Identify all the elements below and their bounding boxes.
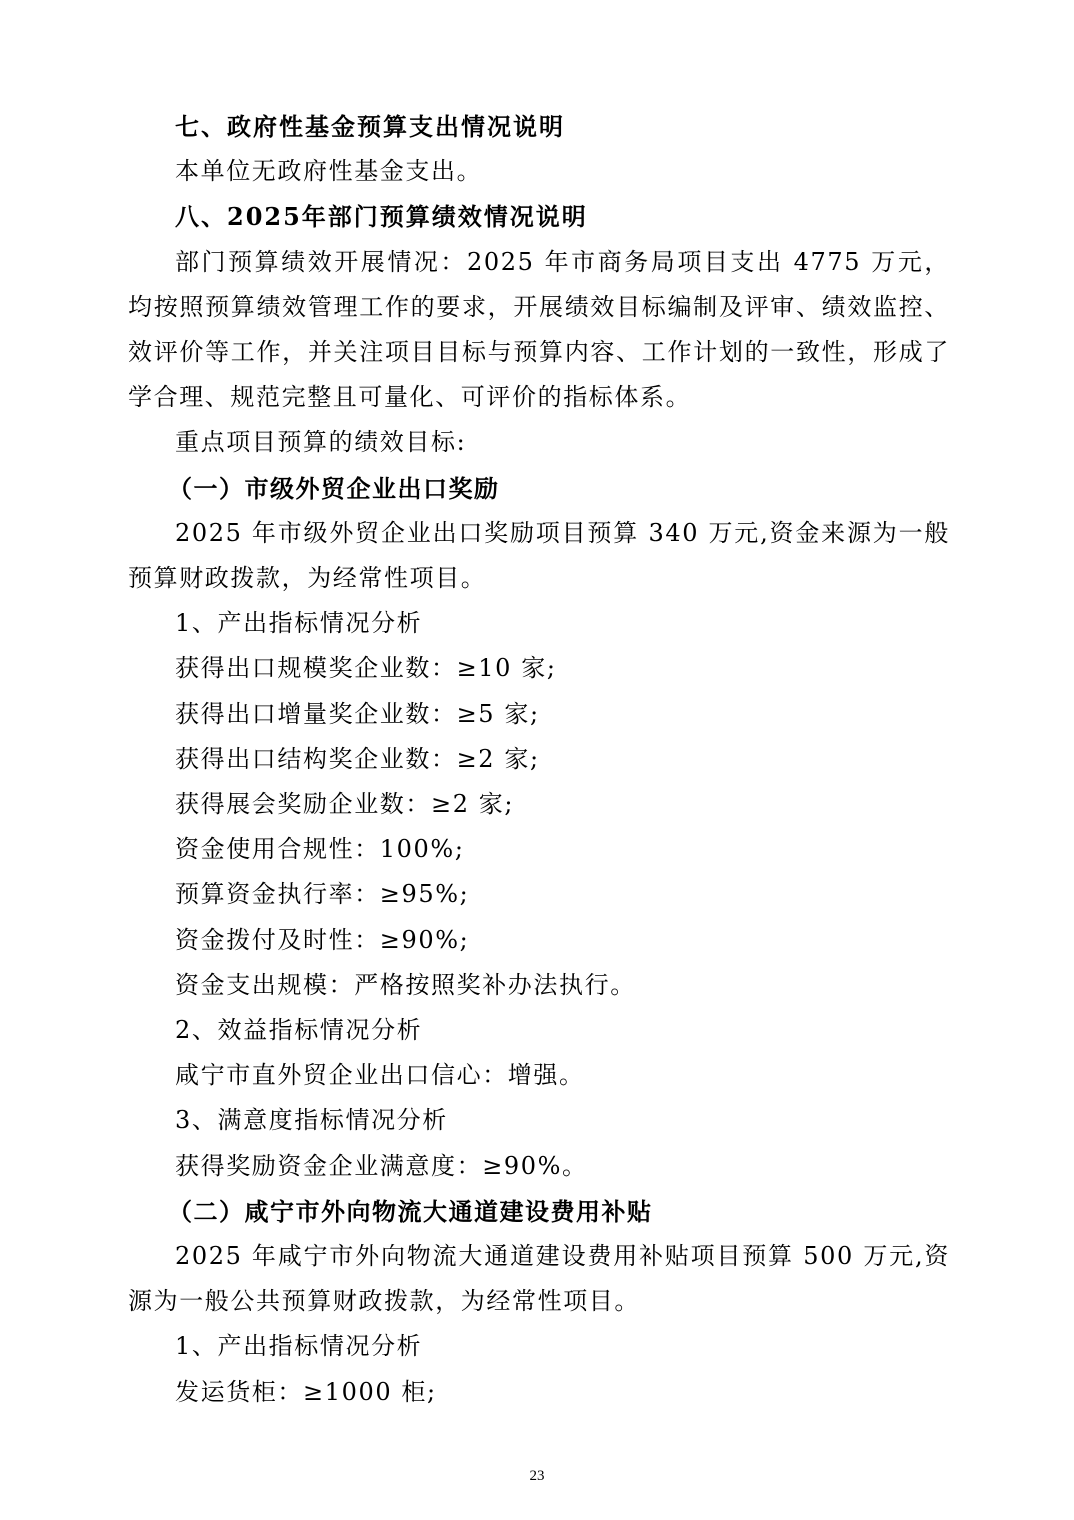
indicator-line: 发运货柜：≥1000 柜; bbox=[175, 1378, 437, 1406]
indicator-line: 预算资金执行率：≥95%; bbox=[175, 880, 470, 908]
paragraph-line: 本单位无政府性基金支出。 bbox=[175, 157, 483, 185]
section-heading-government-fund: 七、政府性基金预算支出情况说明 bbox=[175, 112, 565, 141]
paragraph-line: 重点项目预算的绩效目标: bbox=[175, 428, 467, 456]
list-heading: 1、产出指标情况分析 bbox=[175, 1332, 423, 1360]
indicator-line: 资金拨付及时性：≥90%; bbox=[175, 926, 470, 954]
section-heading-performance: 八、2025年部门预算绩效情况说明 bbox=[175, 202, 588, 231]
paragraph-line: 学合理、规范完整且可量化、可评价的指标体系。 bbox=[128, 383, 692, 411]
indicator-line: 资金支出规模：严格按照奖补办法执行。 bbox=[175, 971, 636, 999]
indicator-line: 获得出口结构奖企业数：≥2 家; bbox=[175, 745, 540, 773]
list-heading: 2、效益指标情况分析 bbox=[175, 1016, 423, 1044]
paragraph-line: 2025 年市级外贸企业出口奖励项目预算 340 万元,资金来源为一般 bbox=[175, 519, 950, 547]
paragraph-line: 均按照预算绩效管理工作的要求，开展绩效目标编制及评审、绩效监控、 bbox=[128, 293, 950, 321]
paragraph-line: 2025 年咸宁市外向物流大通道建设费用补贴项目预算 500 万元,资 bbox=[175, 1242, 950, 1270]
indicator-line: 获得奖励资金企业满意度：≥90%。 bbox=[175, 1152, 588, 1180]
indicator-line: 获得展会奖励企业数：≥2 家; bbox=[175, 790, 515, 818]
indicator-line: 咸宁市直外贸企业出口信心：增强。 bbox=[175, 1061, 585, 1089]
subsection-heading-logistics-subsidy: （二）咸宁市外向物流大通道建设费用补贴 bbox=[168, 1197, 653, 1226]
paragraph-line: 源为一般公共预算财政拨款，为经常性项目。 bbox=[128, 1287, 640, 1315]
indicator-line: 资金使用合规性：100%; bbox=[175, 835, 465, 863]
page-number: 23 bbox=[529, 1468, 545, 1484]
indicator-line: 获得出口规模奖企业数：≥10 家; bbox=[175, 654, 557, 682]
paragraph-line: 效评价等工作，并关注项目目标与预算内容、工作计划的一致性，形成了 bbox=[128, 338, 950, 366]
paragraph-line: 预算财政拨款，为经常性项目。 bbox=[128, 564, 487, 592]
list-heading: 3、满意度指标情况分析 bbox=[175, 1106, 448, 1134]
indicator-line: 获得出口增量奖企业数：≥5 家; bbox=[175, 700, 540, 728]
subsection-heading-export-reward: （一）市级外贸企业出口奖励 bbox=[168, 474, 500, 503]
list-heading: 1、产出指标情况分析 bbox=[175, 609, 423, 637]
paragraph-line: 部门预算绩效开展情况：2025 年市商务局项目支出 4775 万元， bbox=[175, 248, 950, 276]
